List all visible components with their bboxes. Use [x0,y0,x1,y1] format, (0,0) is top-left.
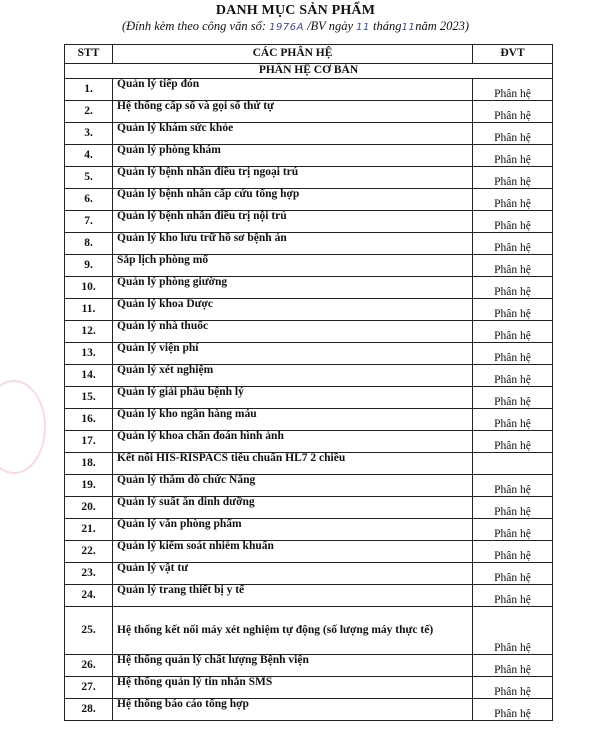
row-name: Quản lý nhà thuốc [113,321,473,343]
row-name: Hệ thống quản lý chất lượng Bệnh viện [113,655,473,677]
row-stt: 15. [65,387,113,409]
row-unit: Phân hệ [473,343,553,365]
row-stt: 14. [65,365,113,387]
table-row [65,519,553,541]
row-name: Quản lý phòng khám [113,145,473,167]
table-row [65,387,553,409]
row-unit: Phân hệ [473,167,553,189]
table-row [65,233,553,255]
year-part: năm 2023) [415,19,470,33]
product-table [64,44,553,721]
row-unit [473,453,553,475]
handwritten-day: 11 [356,22,370,33]
subtitle-prefix: (Đính kèm theo công văn số: [121,19,267,33]
table-row [65,255,553,277]
row-unit: Phân hệ [473,365,553,387]
row-name: Quản lý kiểm soát nhiễm khuẩn [113,541,473,563]
table-row [65,431,553,453]
table-row [65,189,553,211]
table-row [65,655,553,677]
row-unit: Phân hệ [473,409,553,431]
row-name: Hệ thống quản lý tin nhắn SMS [113,677,473,699]
row-name: Quản lý kho lưu trữ hồ sơ bệnh án [113,233,473,255]
row-stt: 25. [65,607,113,655]
row-unit: Phân hệ [473,321,553,343]
row-unit: Phân hệ [473,607,553,655]
row-unit: Phân hệ [473,475,553,497]
row-unit: Phân hệ [473,655,553,677]
row-unit: Phân hệ [473,563,553,585]
table-row [65,699,553,721]
handwritten-doc-number: 1976A [269,22,304,33]
table-row [65,321,553,343]
row-name: Quản lý khám sức khỏe [113,123,473,145]
document-subtitle [0,19,591,34]
row-stt: 1. [65,79,113,101]
row-name: Quản lý khoa chẩn đoán hình ảnh [113,431,473,453]
row-unit: Phân hệ [473,431,553,453]
row-unit: Phân hệ [473,233,553,255]
row-stt: 19. [65,475,113,497]
table-row [65,167,553,189]
section-row [65,64,553,79]
document-title: DANH MỤC SẢN PHẨM [215,3,376,18]
row-name: Quản lý suất ăn dinh dưỡng [113,497,473,519]
table-row [65,497,553,519]
header-name: CÁC PHÂN HỆ [113,45,473,64]
row-name: Quản lý bệnh nhân điều trị nội trú [113,211,473,233]
row-name: Quản lý viện phí [113,343,473,365]
table-row [65,79,553,101]
row-stt: 13. [65,343,113,365]
row-name: Sắp lịch phòng mổ [113,255,473,277]
row-unit: Phân hệ [473,189,553,211]
row-stt: 26. [65,655,113,677]
month-label: tháng [373,19,402,33]
row-name: Quản lý vật tư [113,563,473,585]
row-unit: Phân hệ [473,255,553,277]
row-stt: 7. [65,211,113,233]
row-name: Quản lý xét nghiệm [113,365,473,387]
row-name: Quản lý khoa Dược [113,299,473,321]
row-stt: 11. [65,299,113,321]
red-stamp-fragment [0,380,46,474]
header-stt: STT [65,45,113,64]
row-unit: Phân hệ [473,277,553,299]
subtitle-mid: /BV ngày [307,19,354,33]
row-name: Quản lý thăm dò chức Năng [113,475,473,497]
table-row [65,409,553,431]
row-stt: 21. [65,519,113,541]
row-name: Quản lý văn phòng phẩm [113,519,473,541]
row-name: Quản lý bệnh nhân cấp cứu tổng hợp [113,189,473,211]
table-row [65,101,553,123]
row-stt: 28. [65,699,113,721]
table-row [65,475,553,497]
row-unit: Phân hệ [473,145,553,167]
row-name: Quản lý trang thiết bị y tế [113,585,473,607]
row-stt: 20. [65,497,113,519]
row-unit: Phân hệ [473,677,553,699]
row-stt: 16. [65,409,113,431]
table-row [65,365,553,387]
row-name: Quản lý tiếp đón [113,79,473,101]
row-unit: Phân hệ [473,699,553,721]
table-row [65,677,553,699]
row-stt: 23. [65,563,113,585]
row-name: Quản lý bệnh nhân điều trị ngoại trú [113,167,473,189]
row-unit: Phân hệ [473,211,553,233]
row-name: Kết nối HIS-RISPACS tiêu chuẩn HL7 2 chiều [113,453,473,475]
row-stt: 2. [65,101,113,123]
row-stt: 17. [65,431,113,453]
row-unit: Phân hệ [473,79,553,101]
section-title: PHÂN HỆ CƠ BẢN [65,64,553,79]
table-row [65,211,553,233]
table-row [65,145,553,167]
row-stt: 6. [65,189,113,211]
row-unit: Phân hệ [473,299,553,321]
table-row [65,585,553,607]
row-stt: 24. [65,585,113,607]
row-name: Quản lý phòng giường [113,277,473,299]
row-name: Hệ thống cấp số và gọi số thứ tự [113,101,473,123]
table-row [65,277,553,299]
row-stt: 12. [65,321,113,343]
table-row [65,453,553,475]
row-unit: Phân hệ [473,387,553,409]
row-stt: 3. [65,123,113,145]
table-header-row [65,45,553,64]
table-row [65,123,553,145]
table-row [65,563,553,585]
table-row [65,541,553,563]
row-unit: Phân hệ [473,497,553,519]
table-row [65,607,553,655]
row-name: Hệ thống kết nối máy xét nghiệm tự động (số lượng máy thực tế) [113,607,473,655]
table-row [65,343,553,365]
row-unit: Phân hệ [473,123,553,145]
row-stt: 18. [65,453,113,475]
row-stt: 9. [65,255,113,277]
row-stt: 5. [65,167,113,189]
row-unit: Phân hệ [473,541,553,563]
row-stt: 4. [65,145,113,167]
row-name: Quản lý kho ngân hàng máu [113,409,473,431]
row-stt: 22. [65,541,113,563]
header-unit: ĐVT [473,45,553,64]
row-stt: 8. [65,233,113,255]
row-unit: Phân hệ [473,519,553,541]
row-stt: 10. [65,277,113,299]
handwritten-month: 11 [401,22,416,33]
row-unit: Phân hệ [473,101,553,123]
table-row [65,299,553,321]
row-name: Hệ thống báo cáo tổng hợp [113,699,473,721]
row-unit: Phân hệ [473,585,553,607]
row-stt: 27. [65,677,113,699]
row-name: Quản lý giải phẫu bệnh lý [113,387,473,409]
